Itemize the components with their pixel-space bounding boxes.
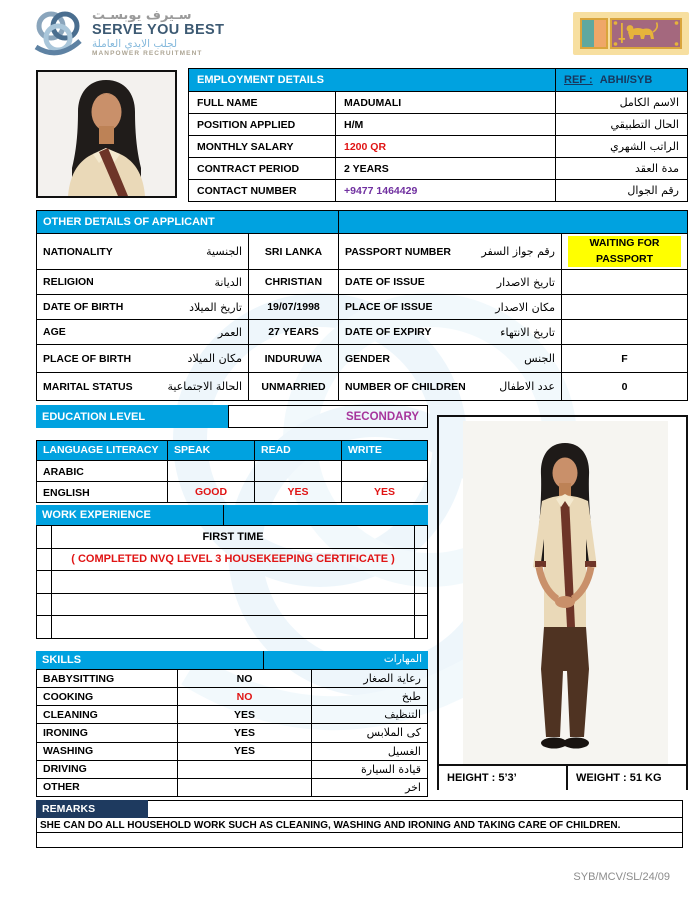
field-label: DATE OF BIRTH [43, 301, 124, 313]
table-row [37, 233, 687, 269]
remarks-text: SHE CAN DO ALL HOUSEHOLD WORK SUCH AS CLEANING, WASHING AND IRONING AND TAKING CARE OF CHILDREN. [36, 818, 683, 833]
field-value: MADUMALI [335, 92, 555, 113]
field-value: 27 YEARS [248, 320, 338, 344]
section-title: EMPLOYMENT DETAILS [197, 74, 324, 86]
work-experience-table [36, 525, 428, 639]
field-label: PASSPORT NUMBER [345, 245, 451, 258]
skill-name-arabic: الغسيل [311, 743, 427, 760]
table-row [37, 372, 687, 400]
field-label: NUMBER OF CHILDREN [345, 380, 466, 393]
language-literacy-header [37, 441, 427, 460]
skill-name-arabic: قيادة السيارة [311, 761, 427, 778]
field-value: 19/07/1998 [248, 295, 338, 319]
table-row [37, 670, 427, 687]
table-row [189, 157, 687, 179]
table-row [37, 570, 427, 593]
field-value [561, 320, 687, 344]
education-level-header: EDUCATION LEVEL [36, 405, 228, 428]
table-row [189, 91, 687, 113]
table-row [37, 615, 427, 638]
section-title-arabic: المهارات [263, 651, 428, 669]
field-value [561, 270, 687, 294]
field-label-arabic: عدد الاطفال [499, 380, 555, 393]
table-row [37, 460, 427, 481]
field-value: H/M [335, 114, 555, 135]
skill-name: WASHING [43, 745, 94, 758]
table-row [37, 319, 687, 344]
table-row [37, 481, 427, 502]
field-label-arabic: تاريخ الاصدار [496, 275, 555, 289]
table-row [189, 179, 687, 201]
column-header: SPEAK [167, 441, 254, 460]
experience-entry: FIRST TIME [51, 526, 414, 548]
field-value: GOOD [167, 482, 254, 502]
skill-name: COOKING [43, 690, 94, 703]
agency-logo [28, 5, 242, 61]
table-row [37, 760, 427, 778]
field-value [254, 461, 341, 481]
skill-name: BABYSITTING [43, 672, 115, 685]
field-value: 1200 QR [335, 136, 555, 157]
field-label-arabic: تاريخ الميلاد [189, 300, 242, 314]
header-spacer [223, 505, 428, 525]
skill-value: NO [177, 670, 311, 687]
table-row [37, 526, 427, 548]
ref-cell [555, 69, 687, 91]
skill-name-arabic: طبخ [311, 688, 427, 705]
field-value: YES [254, 482, 341, 502]
field-label-arabic: رقم الجوال [555, 180, 687, 201]
height-weight-row [439, 764, 686, 790]
field-label: DATE OF EXPIRY [345, 326, 432, 338]
skills-table [36, 669, 428, 797]
section-title: SKILLS [42, 654, 82, 666]
field-value: INDURUWA [248, 345, 338, 372]
ref-value: ABHI/SYB [599, 74, 653, 86]
language-name: ARABIC [43, 466, 84, 478]
skill-value: YES [177, 743, 311, 760]
skills-header [36, 651, 428, 669]
field-label: NATIONALITY [43, 245, 113, 258]
skill-value: YES [177, 706, 311, 723]
experience-entry: ( COMPLETED NVQ LEVEL 3 HOUSEKEEPING CERTIFICATE ) [51, 549, 414, 571]
field-value: YES [341, 482, 427, 502]
skill-name: OTHER [43, 781, 80, 794]
table-row [37, 269, 687, 294]
table-row [189, 113, 687, 135]
skill-name-arabic: التنظيف [311, 706, 427, 723]
field-label-arabic: مدة العقد [555, 158, 687, 179]
field-label: CONTRACT PERIOD [197, 163, 300, 175]
section-title: REMARKS [36, 800, 148, 818]
logo-arabic-subtitle: لجلب الايدي العاملة [92, 37, 178, 50]
section-title: WORK EXPERIENCE [42, 509, 151, 521]
logo-english-name: SERVE YOU BEST [92, 21, 225, 38]
field-label-arabic: الحالة الاجتماعية [167, 380, 242, 393]
ref-label: REF : [564, 74, 593, 86]
field-label: AGE [43, 326, 66, 338]
field-label-arabic: الديانة [214, 275, 242, 289]
table-row [37, 294, 687, 319]
field-label: MONTHLY SALARY [197, 141, 294, 153]
skill-name: CLEANING [43, 708, 98, 721]
employment-details-header [189, 69, 687, 91]
field-value: 2 YEARS [335, 158, 555, 179]
field-value: CHRISTIAN [248, 270, 338, 294]
header-spacer [338, 211, 687, 233]
skill-name-arabic: كى الملابس [311, 724, 427, 741]
field-label-arabic: الجنس [524, 352, 555, 365]
other-details-header [37, 211, 687, 233]
section-title: OTHER DETAILS OF APPLICANT [43, 216, 215, 228]
field-label: PLACE OF BIRTH [43, 352, 132, 365]
field-label: RELIGION [43, 276, 94, 288]
column-header: READ [254, 441, 341, 460]
field-value: F [561, 345, 687, 372]
remarks-empty-row [36, 833, 683, 848]
table-row [37, 705, 427, 723]
experience-entry [51, 594, 414, 616]
height-value: HEIGHT : 5’3’ [447, 772, 517, 784]
experience-entry [51, 616, 414, 638]
field-label: GENDER [345, 352, 390, 365]
remarks-header [36, 800, 683, 818]
skill-name: IRONING [43, 726, 88, 739]
table-row [37, 548, 427, 571]
language-name: ENGLISH [43, 487, 90, 499]
applicant-fullbody-photo [439, 417, 686, 764]
field-label: MARITAL STATUS [43, 380, 133, 393]
field-label: FULL NAME [197, 97, 258, 109]
sri-lanka-flag [573, 12, 689, 55]
field-value: UNMARRIED [248, 373, 338, 400]
skill-value: YES [177, 724, 311, 741]
education-level-value: SECONDARY [228, 405, 428, 428]
field-label-arabic: مكان الاصدار [495, 300, 555, 314]
logo-arabic-name: سـيرف يوبسـت [92, 7, 192, 23]
field-value [341, 461, 427, 481]
skill-name-arabic: اخر [311, 779, 427, 796]
table-row [37, 742, 427, 760]
field-label-arabic: الراتب الشهري [555, 136, 687, 157]
work-experience-header [36, 505, 428, 525]
weight-value: WEIGHT : 51 KG [566, 766, 686, 790]
field-label: DATE OF ISSUE [345, 276, 425, 288]
passport-status-highlight: WAITING FOR PASSPORT [568, 236, 681, 268]
table-row [37, 723, 427, 741]
field-label-arabic: تاريخ الانتهاء [500, 325, 555, 339]
knot-logo-icon [28, 5, 86, 61]
field-label: PLACE OF ISSUE [345, 301, 433, 313]
field-label-arabic: رقم جواز السفر [481, 245, 555, 258]
skill-name: DRIVING [43, 763, 87, 776]
field-label-arabic: العمر [217, 325, 242, 339]
field-label-arabic: الاسم الكامل [555, 92, 687, 113]
other-details-table [36, 210, 688, 401]
field-value: +9477 1464429 [335, 180, 555, 201]
logo-tagline: MANPOWER RECRUITMENT [92, 50, 203, 58]
table-row [189, 135, 687, 157]
table-row [37, 593, 427, 616]
skill-value [177, 779, 311, 796]
language-literacy-table [36, 440, 428, 503]
field-value: SRI LANKA [248, 234, 338, 269]
column-header: LANGUAGE LITERACY [43, 444, 159, 456]
experience-entry [51, 571, 414, 593]
skill-value: NO [177, 688, 311, 705]
column-header: WRITE [341, 441, 427, 460]
applicant-fullbody-panel [437, 415, 688, 790]
table-row [37, 778, 427, 796]
table-row [37, 344, 687, 372]
table-row [37, 687, 427, 705]
field-label-arabic: الحال التطبيقي [555, 114, 687, 135]
skill-name-arabic: رعاية الصغار [311, 670, 427, 687]
field-value: 0 [561, 373, 687, 400]
field-label-arabic: الجنسية [206, 245, 242, 258]
document-reference-code: SYB/MCV/SL/24/09 [573, 871, 670, 883]
applicant-headshot-photo [36, 70, 177, 198]
field-value [167, 461, 254, 481]
skill-value [177, 761, 311, 778]
field-value [561, 295, 687, 319]
field-label-arabic: مكان الميلاد [187, 352, 242, 365]
field-label: POSITION APPLIED [197, 119, 296, 131]
field-label: CONTACT NUMBER [197, 185, 297, 197]
header-spacer [148, 800, 683, 818]
employment-details-table [188, 68, 688, 202]
